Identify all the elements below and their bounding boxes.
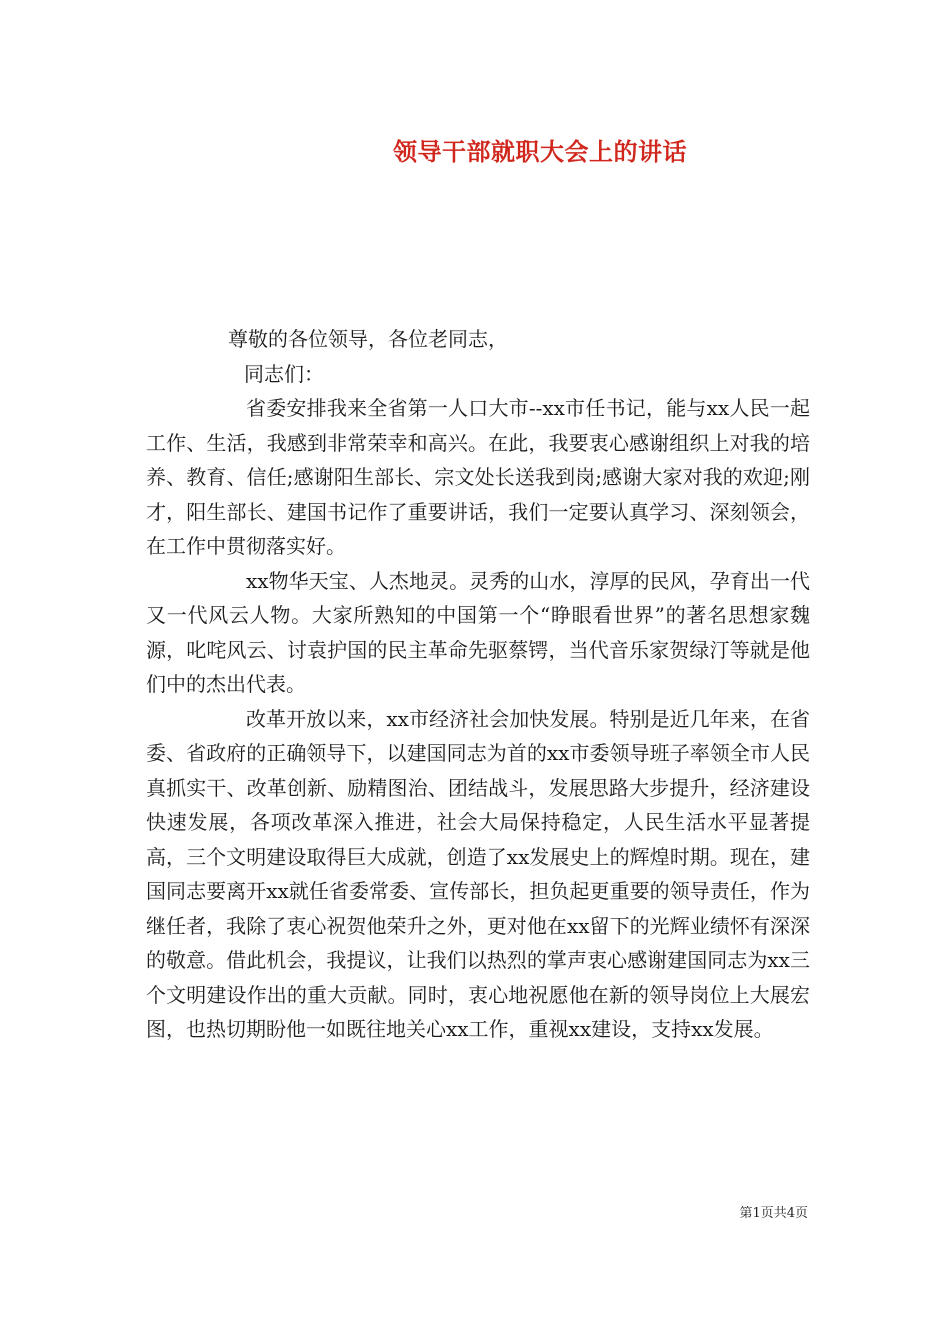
paragraph-2: xx物华天宝、人杰地灵。灵秀的山水，淳厚的民风，孕育出一代又一代风云人物。大家所熟知的中国第一个“睁眼看世界”的著名思想家魏源，叱咤风云、讨袁护国的民主革命先驱蔡锷，当代音乐家贺绿汀等就是他们中的杰出代表。 — [146, 568, 810, 696]
paragraph-3: 改革开放以来，xx市经济社会加快发展。特别是近几年来，在省委、省政府的正确领导下，以建国同志为首的xx市委领导班子率领全市人民真抓实干、改革创新、励精图治、团结战斗，发展思路大步提升，经济建设快速发展，各项改革深入推进，社会大局保持稳定，人民生活水平显著提高，三个文明建设取得巨大成就，创造了xx发展史上的辉煌时期。现在，建国同志要离开xx就任省委常委、宣传部长，担负起更重要的领导责任，作为继任者，我除了衷心祝贺他荣升之外，更对他在xx留下的光辉业绩怀有深深的敬意。借此机会，我提议，让我们以热烈的掌声衷心感谢建国同志为xx三个文明建设作出的重大贡献。同时，衷心地祝愿他在新的领导岗位上大展宏图，也热切期盼他一如既往地关心xx工作，重视xx建设，支持xx发展。 — [146, 706, 810, 1041]
page-number: 第1页共4页 — [739, 1206, 808, 1221]
salutation-comrades: 同志们： — [244, 361, 324, 386]
document-title: 领导干部就职大会上的讲话 — [393, 137, 687, 166]
document-body — [146, 322, 810, 1047]
salutation-leaders: 尊敬的各位领导，各位老同志， — [228, 327, 508, 351]
paragraph-1: 省委安排我来全省第一人口大市--xx市任书记，能与xx人民一起工作、生活，我感到非常荣幸和高兴。在此，我要衷心感谢组织上对我的培养、教育、信任;感谢阳生部长、宗文处长送我到岗;感谢大家对我的欢迎;刚才，阳生部长、建国书记作了重要讲话，我们一定要认真学习、深刻领会，在工作中贯彻落实好。 — [146, 396, 810, 558]
